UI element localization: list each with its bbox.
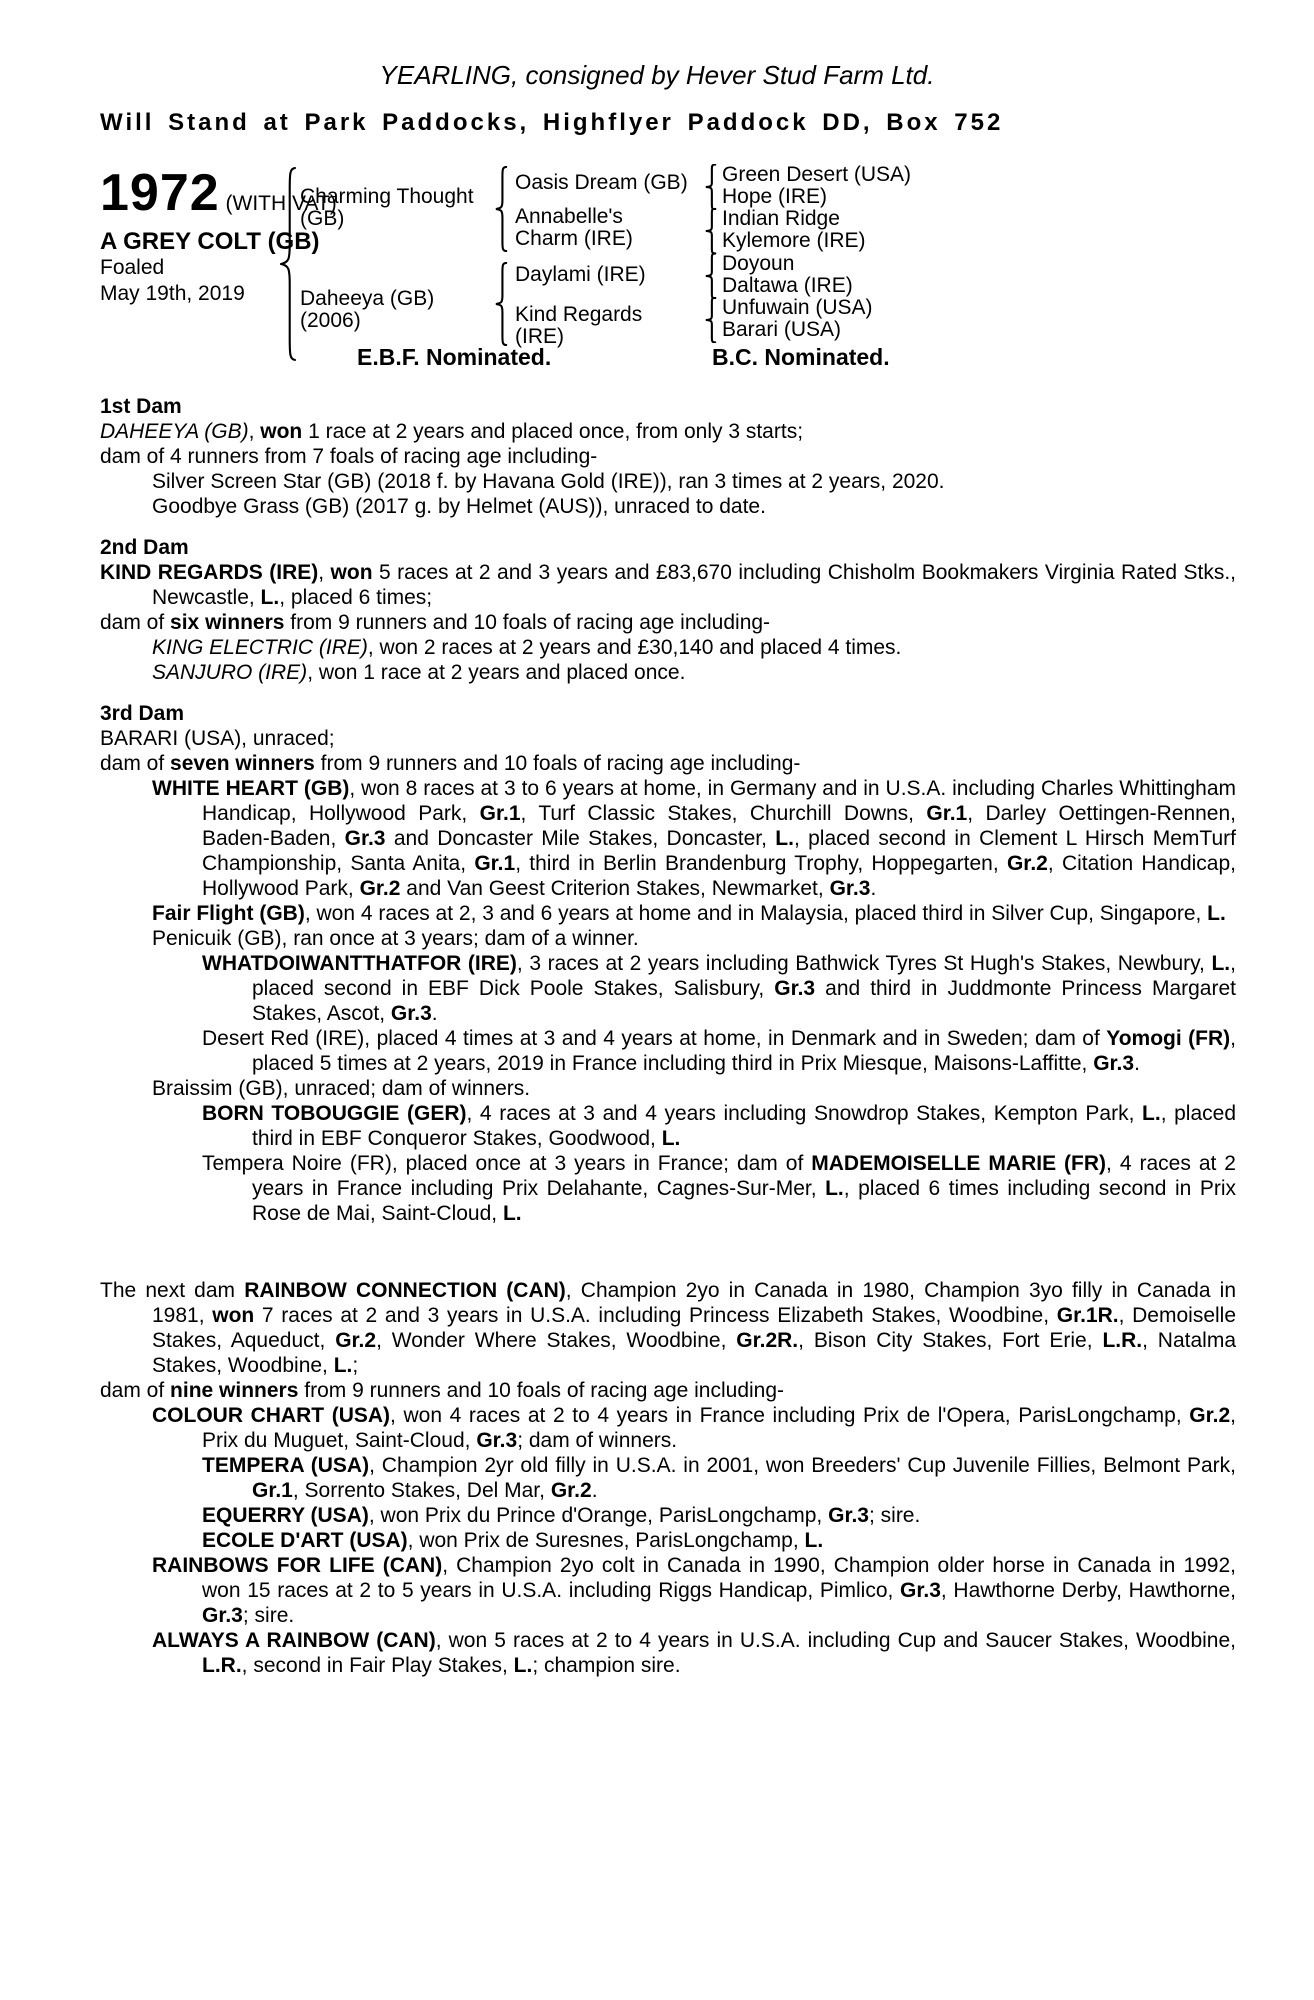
dam-section: [100, 701, 1236, 1226]
text-run: Gr.3: [900, 1579, 941, 1602]
text-run: .: [870, 877, 877, 900]
catalog-paragraph: [100, 444, 1236, 469]
text-run: Braissim (GB), unraced; dam of winners.: [152, 1077, 531, 1100]
text-run: L.: [1207, 902, 1226, 925]
text-run: 1 race at 2 years and placed once, from only 3 starts;: [302, 420, 804, 443]
text-run: ,: [318, 561, 331, 584]
text-run: L.: [1142, 1102, 1161, 1125]
text-run: Gr.2R.: [736, 1329, 799, 1352]
text-run: ; sire.: [868, 1504, 921, 1527]
text-run: 7 races at 2 and 3 years in U.S.A. including Princess Elizabeth Stakes, Woodbine,: [254, 1304, 1057, 1327]
text-run: KING ELECTRIC (IRE): [152, 636, 368, 659]
text-run: dam of: [100, 611, 171, 634]
catalog-paragraph: [100, 1378, 1236, 1403]
catalog-paragraph: [100, 1151, 1236, 1226]
text-run: , placed third in EBF Conqueror Stakes, Goodwood,: [252, 1102, 1237, 1150]
text-run: , 3 races at 2 years including Bathwick Tyres St Hugh's Stakes, Newbury,: [516, 952, 1212, 975]
text-run: , placed 6 times including second in Prix Rose de Mai, Saint-Cloud,: [252, 1177, 1236, 1225]
text-run: Gr.2: [1006, 852, 1048, 875]
gen2-dam-brace: [495, 262, 508, 346]
text-run: , won 4 races at 2 to 4 years in France including Prix de l'Opera, ParisLongchamp,: [390, 1404, 1190, 1427]
text-run: nine winners: [170, 1379, 299, 1402]
text-run: seven winners: [170, 752, 315, 775]
text-run: Gr.3: [344, 827, 386, 850]
text-run: , placed 6 times;: [279, 586, 433, 609]
text-run: six winners: [170, 611, 285, 634]
catalog-paragraph: [100, 1026, 1236, 1076]
gen3-name: Hope (IRE): [722, 185, 828, 208]
text-run: , Hawthorne Derby, Hawthorne,: [940, 1579, 1237, 1602]
text-run: dam of: [100, 1379, 171, 1402]
lot-number: 1972: [100, 164, 220, 222]
dam-name: Daheeya (GB) (2006): [300, 287, 435, 332]
text-run: L.R.: [202, 1654, 242, 1677]
text-run: .: [1134, 1052, 1140, 1075]
text-run: , Prix du Muguet, Saint-Cloud,: [202, 1404, 1236, 1452]
text-run: L.: [333, 1354, 353, 1377]
catalog-paragraph: [100, 1503, 1236, 1528]
foaled-label: Foaled: [100, 256, 165, 279]
catalog-paragraph: [100, 751, 1236, 776]
catalog-body: [100, 394, 1236, 1678]
dam-dam-name: Kind Regards (IRE): [515, 303, 643, 348]
text-run: .: [591, 1479, 598, 1502]
text-run: Silver Screen Star (GB) (2018 f. by Havana Gold (IRE)), ran 3 times at 2 years, 2020.: [152, 470, 945, 493]
text-run: , Demoiselle Stakes, Aqueduct,: [152, 1304, 1237, 1352]
text-run: , placed second in Clement L Hirsch MemTurf Championship, Santa Anita,: [202, 827, 1236, 875]
text-run: ALWAYS A RAINBOW (CAN): [152, 1629, 436, 1652]
text-run: Gr.2: [359, 877, 401, 900]
text-run: , Turf Classic Stakes, Churchill Downs,: [520, 802, 927, 825]
text-run: L.: [260, 586, 280, 609]
gen3-brace-1: [705, 164, 717, 210]
text-run: and Van Geest Criterion Stakes, Newmarket,: [400, 877, 830, 900]
text-run: Goodbye Grass (GB) (2017 g. by Helmet (AUS)), unraced to date.: [152, 495, 766, 518]
dam-section: [100, 535, 1236, 685]
text-run: ,: [248, 420, 261, 443]
text-run: and third in Juddmonte Princess Margaret Stakes, Ascot,: [252, 977, 1236, 1025]
catalog-paragraph: [100, 660, 1236, 685]
text-run: , Champion 2yo colt in Canada in 1990, Champion older horse in Canada in 1992, won 15 races at 2 to 5 years in U.S.A. including Riggs Handicap, Pimlico,: [202, 1554, 1236, 1602]
text-run: , 4 races at 2 years in France including Prix Delahante, Cagnes-Sur-Mer,: [252, 1152, 1236, 1200]
catalog-paragraph: [100, 926, 1236, 951]
section-heading: 3rd Dam: [100, 702, 185, 725]
text-run: L.: [804, 1529, 824, 1552]
text-run: ;: [352, 1354, 359, 1377]
text-run: , won 4 races at 2, 3 and 6 years at home and in Malaysia, placed third in Silver Cup, Singapore,: [304, 902, 1208, 925]
text-run: and Doncaster Mile Stakes, Doncaster,: [385, 827, 776, 850]
text-run: Gr.3: [390, 1002, 432, 1025]
text-run: , won 8 races at 3 to 6 years at home, in Germany and in U.S.A. including Charles Whittingham Handicap, Hollywood Park,: [202, 777, 1236, 825]
text-run: L.: [513, 1654, 533, 1677]
sire-name: Charming Thought (GB): [300, 185, 474, 230]
text-run: , third in Berlin Brandenburg Trophy, Hoppegarten,: [515, 852, 1007, 875]
text-run: L.: [825, 1177, 844, 1200]
text-run: MADEMOISELLE MARIE (FR): [811, 1152, 1107, 1175]
text-run: WHATDOIWANTTHATFOR (IRE): [202, 952, 517, 975]
text-run: Gr.1: [479, 802, 521, 825]
text-run: , placed 5 times at 2 years, 2019 in France including third in Prix Miesque, Maisons-Laffitte,: [252, 1027, 1236, 1075]
text-run: .: [431, 1002, 438, 1025]
catalog-paragraph: [100, 560, 1236, 610]
gen3-name: Unfuwain (USA): [722, 296, 873, 319]
text-run: EQUERRY (USA): [202, 1504, 369, 1527]
catalog-paragraph: [100, 951, 1236, 1026]
catalog-paragraph: [100, 1528, 1236, 1553]
text-run: , placed second in EBF Dick Poole Stakes, Salisbury,: [252, 952, 1236, 1000]
text-run: , won 1 race at 2 years and placed once.: [307, 661, 686, 684]
text-run: won: [212, 1304, 255, 1327]
text-run: , second in Fair Play Stakes,: [241, 1654, 514, 1677]
gen3-name: Doyoun: [722, 252, 795, 275]
text-run: Gr.2: [335, 1329, 377, 1352]
text-run: Gr.1: [474, 852, 516, 875]
text-run: Gr.1: [252, 1479, 293, 1502]
catalog-paragraph: [100, 419, 1236, 444]
text-run: , Citation Handicap, Hollywood Park,: [202, 852, 1236, 900]
text-run: 5 races at 2 and 3 years and £83,670 including Chisholm Bookmakers Virginia Rated Stks., Newcastle,: [152, 561, 1236, 609]
sire-dam-name: Annabelle's Charm (IRE): [515, 205, 633, 250]
gen2-sire-brace: [495, 166, 508, 252]
vat-note: (WITH VAT): [225, 192, 337, 215]
text-run: , Champion 2yr old filly in U.S.A. in 2001, won Breeders' Cup Juvenile Fillies, Belmont Park,: [369, 1454, 1236, 1477]
pedigree-chart: [100, 164, 1236, 378]
catalog-paragraph: [100, 1628, 1236, 1678]
text-run: Gr.1: [926, 802, 968, 825]
text-run: L.: [502, 1202, 522, 1225]
page-title: YEARLING, consigned by Hever Stud Farm Ltd.: [379, 60, 935, 90]
catalog-paragraph: [100, 1553, 1236, 1628]
text-run: dam of: [100, 752, 171, 775]
gen1-brace: [280, 166, 297, 362]
gen3-pair-4: [722, 297, 873, 341]
catalog-paragraph: [100, 776, 1236, 901]
text-run: ; sire.: [242, 1604, 295, 1627]
text-run: RAINBOW CONNECTION (CAN): [244, 1279, 566, 1302]
text-run: L.: [661, 1127, 681, 1150]
text-run: ECOLE D'ART (USA): [202, 1529, 408, 1552]
catalog-paragraph: [100, 1403, 1236, 1453]
text-run: Gr.2: [1189, 1404, 1231, 1427]
text-run: , 4 races at 3 and 4 years including Snowdrop Stakes, Kempton Park,: [466, 1102, 1143, 1125]
dam-section: [100, 1278, 1236, 1678]
text-run: L.R.: [1102, 1329, 1143, 1352]
sire-sire-name: Oasis Dream (GB): [515, 171, 688, 194]
text-run: Gr.3: [476, 1429, 518, 1452]
text-run: , Champion 2yo in Canada in 1980, Champion 3yo filly in Canada in 1981,: [152, 1279, 1236, 1327]
text-run: from 9 runners and 10 foals of racing age including-: [298, 1379, 785, 1402]
text-run: from 9 runners and 10 foals of racing age including-: [314, 752, 801, 775]
dam-section: [100, 394, 1236, 519]
text-run: Gr.3: [774, 977, 816, 1000]
text-run: Gr.3: [829, 877, 871, 900]
text-run: RAINBOWS FOR LIFE (CAN): [152, 1554, 443, 1577]
horse-name: A GREY COLT (GB): [100, 228, 320, 255]
text-run: L.: [1211, 952, 1231, 975]
gen3-brace-4: [705, 297, 717, 343]
text-run: ; champion sire.: [532, 1654, 681, 1677]
gen3-name: Barari (USA): [722, 318, 842, 341]
catalog-paragraph: [100, 1101, 1236, 1151]
section-heading: 1st Dam: [100, 395, 182, 418]
text-run: Gr.1R.: [1056, 1304, 1119, 1327]
text-run: WHITE HEART (GB): [152, 777, 350, 800]
catalog-paragraph: [100, 494, 1236, 519]
text-run: Fair Flight (GB): [152, 902, 305, 925]
text-run: Gr.3: [202, 1604, 243, 1627]
text-run: , Natalma Stakes, Woodbine,: [152, 1329, 1237, 1377]
gen3-name: Indian Ridge: [722, 207, 840, 230]
text-run: , Sorrento Stakes, Del Mar,: [292, 1479, 551, 1502]
text-run: The next dam: [100, 1279, 245, 1302]
section-heading: 2nd Dam: [100, 536, 189, 559]
text-run: won: [260, 420, 303, 443]
catalog-paragraph: [100, 469, 1236, 494]
text-run: BORN TOBOUGGIE (GER): [202, 1102, 467, 1125]
text-run: ; dam of winners.: [517, 1429, 678, 1452]
text-run: KIND REGARDS (IRE): [100, 561, 319, 584]
gen3-brace-2: [705, 208, 717, 254]
catalog-paragraph: [100, 1076, 1236, 1101]
gen3-name: Kylemore (IRE): [722, 229, 866, 252]
text-run: dam of 4 runners from 7 foals of racing age including-: [100, 445, 598, 468]
content-area: [0, 108, 1314, 1678]
bc-nominated-note: B.C. Nominated.: [712, 344, 890, 370]
foaled-date: May 19th, 2019: [100, 282, 245, 305]
gen3-name: Daltawa (IRE): [722, 274, 853, 297]
text-run: L.: [775, 827, 794, 850]
dam-sire-name: Daylami (IRE): [515, 263, 646, 286]
gen3-brace-3: [705, 253, 717, 299]
text-run: Yomogi (FR): [1106, 1027, 1231, 1050]
text-run: COLOUR CHART (USA): [152, 1404, 391, 1427]
text-run: from 9 runners and 10 foals of racing age including-: [284, 611, 771, 634]
catalog-paragraph: [100, 610, 1236, 635]
text-run: SANJURO (IRE): [152, 661, 308, 684]
text-run: , won 5 races at 2 to 4 years in U.S.A. including Cup and Saucer Stakes, Woodbine,: [435, 1629, 1236, 1652]
gen3-pair-2: [722, 208, 866, 252]
catalog-paragraph: [100, 1278, 1236, 1378]
text-run: DAHEEYA (GB): [100, 420, 249, 443]
text-run: won: [330, 561, 373, 584]
text-run: , Bison City Stakes, Fort Erie,: [798, 1329, 1103, 1352]
gen3-pair-1: [722, 164, 911, 208]
gen3-name: Green Desert (USA): [722, 163, 912, 186]
text-run: , won Prix de Suresnes, ParisLongchamp,: [407, 1529, 805, 1552]
text-run: , won Prix du Prince d'Orange, ParisLongchamp,: [368, 1504, 829, 1527]
text-run: TEMPERA (USA): [202, 1454, 370, 1477]
text-run: , Wonder Where Stakes, Woodbine,: [376, 1329, 737, 1352]
catalog-paragraph: [100, 635, 1236, 660]
text-run: Gr.2: [550, 1479, 592, 1502]
text-run: BARARI (USA), unraced;: [100, 727, 335, 750]
text-run: , won 2 races at 2 years and £30,140 and placed 4 times.: [367, 636, 902, 659]
text-run: Desert Red (IRE), placed 4 times at 3 and 4 years at home, in Denmark and in Sweden; dam of: [202, 1027, 1107, 1050]
text-run: Gr.3: [828, 1504, 869, 1527]
catalog-paragraph: [100, 1453, 1236, 1503]
text-run: Tempera Noire (FR), placed once at 3 years in France; dam of: [202, 1152, 812, 1175]
stand-location: Will Stand at Park Paddocks, Highflyer Paddock DD, Box 752: [100, 109, 1004, 136]
text-run: Penicuik (GB), ran once at 3 years; dam of a winner.: [152, 927, 639, 950]
text-run: , Darley Oettingen-Rennen, Baden-Baden,: [202, 802, 1236, 850]
ebf-nominated-note: E.B.F. Nominated.: [357, 344, 552, 370]
text-run: Gr.3: [1093, 1052, 1135, 1075]
catalog-paragraph: [100, 726, 1236, 751]
catalog-paragraph: [100, 901, 1236, 926]
gen3-pair-3: [722, 253, 853, 297]
